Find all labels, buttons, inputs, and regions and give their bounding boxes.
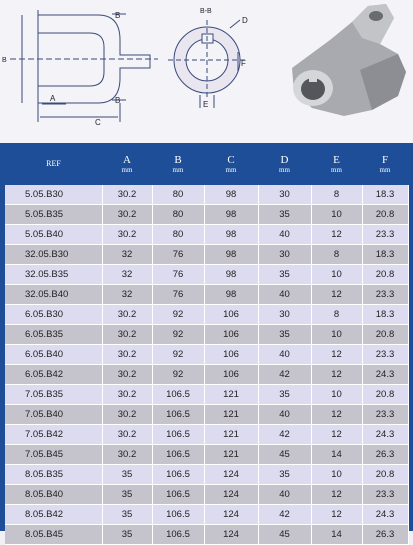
table-row [5,425,408,445]
drawings-svg [0,0,413,143]
cell-value: 92 [152,325,204,345]
cell-value: 30.2 [102,385,152,405]
cell-value: 30.2 [102,365,152,385]
cell-value: 106 [204,365,258,385]
cell-value: 80 [152,225,204,245]
cell-value: 18.3 [362,245,408,265]
cell-value: 12 [311,505,362,525]
cell-value: 30 [258,185,311,205]
cell-value: 121 [204,385,258,405]
cell-value: 121 [204,445,258,465]
table-row [5,525,408,545]
cell-value: 20.8 [362,465,408,485]
section-b-b [168,20,246,108]
cell-ref: 8.05.B45 [5,525,102,545]
cell-value: 23.3 [362,485,408,505]
cell-value: 30.2 [102,345,152,365]
cell-value: 45 [258,525,311,545]
cell-value: 10 [311,205,362,225]
cell-value: 35 [102,505,152,525]
label-e: E [203,100,209,109]
table-row [5,205,408,225]
cell-ref: 7.05.B42 [5,425,102,445]
cell-value: 42 [258,425,311,445]
cell-value: 30.2 [102,205,152,225]
label-a: A [50,94,56,103]
table-row [5,225,408,245]
cell-value: 98 [204,265,258,285]
cell-value: 14 [311,445,362,465]
cell-value: 76 [152,265,204,285]
cell-value: 35 [258,205,311,225]
cell-value: 20.8 [362,385,408,405]
cell-value: 32 [102,245,152,265]
cell-value: 35 [258,385,311,405]
header-b: B mm [172,153,184,174]
table-row [5,285,408,305]
cell-value: 10 [311,325,362,345]
header-f: F mm [379,153,391,174]
cell-ref: 8.05.B40 [5,485,102,505]
header-e: E mm [331,153,342,174]
cell-value: 30.2 [102,445,152,465]
cell-ref: 6.05.B30 [5,305,102,325]
cell-value: 24.3 [362,505,408,525]
cell-value: 76 [152,285,204,305]
cell-value: 45 [258,445,311,465]
cell-value: 30.2 [102,305,152,325]
cell-value: 35 [258,265,311,285]
cell-value: 32 [102,285,152,305]
cell-value: 24.3 [362,425,408,445]
cell-value: 124 [204,465,258,485]
cell-value: 12 [311,285,362,305]
cell-value: 30.2 [102,425,152,445]
cell-value: 30 [258,305,311,325]
cell-value: 35 [258,465,311,485]
table-row [5,325,408,345]
cell-value: 106 [204,305,258,325]
cell-value: 35 [102,525,152,545]
cell-ref: 7.05.B40 [5,405,102,425]
cell-ref: 6.05.B42 [5,365,102,385]
cell-ref: 32.05.B35 [5,265,102,285]
cell-value: 40 [258,485,311,505]
table-row [5,365,408,385]
cell-value: 12 [311,365,362,385]
cell-ref: 5.05.B40 [5,225,102,245]
cell-value: 124 [204,505,258,525]
cell-value: 98 [204,285,258,305]
cell-value: 40 [258,345,311,365]
label-f: F [241,59,246,68]
cell-value: 92 [152,345,204,365]
table-body [5,185,408,545]
table-row [5,305,408,325]
cell-value: 30.2 [102,225,152,245]
label-d: D [242,16,248,25]
table-row [5,505,408,525]
cell-value: 92 [152,305,204,325]
table-row [5,385,408,405]
cell-value: 98 [204,185,258,205]
cell-value: 20.8 [362,265,408,285]
cell-value: 106.5 [152,405,204,425]
cell-ref: 7.05.B35 [5,385,102,405]
table-row [5,345,408,365]
cell-value: 12 [311,225,362,245]
cell-value: 30 [258,245,311,265]
table-row [5,465,408,485]
label-b-top: B [115,11,121,20]
label-b-bottom: B [115,96,121,105]
cell-value: 106.5 [152,485,204,505]
cell-value: 106 [204,345,258,365]
dimension-table-area [0,143,413,540]
cell-value: 124 [204,525,258,545]
cell-value: 12 [311,345,362,365]
cell-value: 10 [311,265,362,285]
cell-value: 10 [311,385,362,405]
cell-value: 12 [311,405,362,425]
header-d: D mm [279,153,290,174]
cell-value: 106.5 [152,445,204,465]
cell-value: 98 [204,225,258,245]
cell-value: 121 [204,405,258,425]
cell-value: 20.8 [362,325,408,345]
cell-ref: 32.05.B30 [5,245,102,265]
cell-value: 106.5 [152,525,204,545]
table-row [5,445,408,465]
dimension-table [5,143,409,545]
cell-value: 80 [152,185,204,205]
cell-value: 35 [102,465,152,485]
cell-value: 40 [258,285,311,305]
cell-value: 14 [311,525,362,545]
cell-value: 8 [311,305,362,325]
cell-value: 42 [258,505,311,525]
cell-value: 106 [204,325,258,345]
cell-value: 124 [204,485,258,505]
cell-value: 8 [311,185,362,205]
cell-ref: 8.05.B35 [5,465,102,485]
cell-value: 10 [311,465,362,485]
cell-value: 35 [258,325,311,345]
cell-value: 26.3 [362,445,408,465]
cell-value: 23.3 [362,345,408,365]
label-c: C [95,118,101,127]
cell-ref: 32.05.B40 [5,285,102,305]
table-row [5,485,408,505]
cell-value: 20.8 [362,205,408,225]
cell-value: 35 [102,485,152,505]
cell-ref: 7.05.B45 [5,445,102,465]
cell-value: 18.3 [362,305,408,325]
cell-value: 76 [152,245,204,265]
table-header-row [5,143,408,185]
cell-value: 106.5 [152,505,204,525]
table-row [5,265,408,285]
cell-value: 92 [152,365,204,385]
cell-value: 80 [152,205,204,225]
cell-value: 40 [258,405,311,425]
cell-value: 12 [311,425,362,445]
cell-value: 106.5 [152,465,204,485]
cell-value: 8 [311,245,362,265]
cell-value: 121 [204,425,258,445]
header-c: C mm [225,153,237,174]
cell-value: 106.5 [152,425,204,445]
yoke-side-view [10,10,158,122]
table-row [5,185,408,205]
cell-ref: 5.05.B30 [5,185,102,205]
cell-value: 98 [204,205,258,225]
cell-value: 32 [102,265,152,285]
cell-value: 30.2 [102,325,152,345]
cell-value: 98 [204,245,258,265]
cell-value: 23.3 [362,285,408,305]
cell-ref: 8.05.B42 [5,505,102,525]
label-section: B-B [200,8,212,15]
cell-value: 26.3 [362,525,408,545]
cell-value: 30.2 [102,405,152,425]
cell-value: 23.3 [362,405,408,425]
technical-drawings [0,0,413,143]
header-a: A mm [121,153,133,174]
header-ref: REF [46,159,61,168]
cell-value: 12 [311,485,362,505]
table-row [5,245,408,265]
cell-value: 40 [258,225,311,245]
cell-value: 106.5 [152,385,204,405]
cell-value: 23.3 [362,225,408,245]
cell-ref: 6.05.B35 [5,325,102,345]
table-row [5,405,408,425]
cell-value: 30.2 [102,185,152,205]
label-left-dim: B [2,57,7,64]
cell-value: 42 [258,365,311,385]
cell-value: 18.3 [362,185,408,205]
cell-value: 24.3 [362,365,408,385]
cell-ref: 6.05.B40 [5,345,102,365]
yoke-3d-render [292,4,406,116]
cell-ref: 5.05.B35 [5,205,102,225]
